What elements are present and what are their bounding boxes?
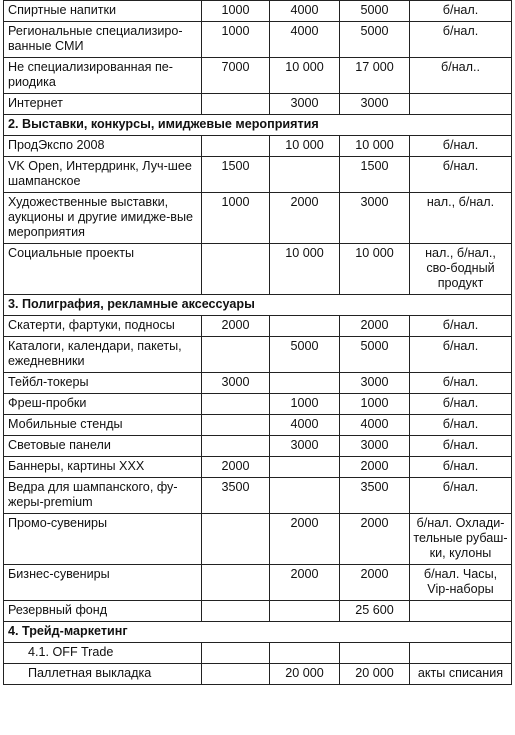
table-row — [4, 373, 512, 394]
section-header — [4, 115, 512, 136]
budget-a-cell: 1000 — [202, 1, 270, 22]
budget-a-cell — [202, 136, 270, 157]
budget-table-body — [4, 1, 512, 685]
budget-b-cell — [270, 373, 340, 394]
budget-b-cell — [270, 643, 340, 664]
table-row — [4, 22, 512, 58]
item-name-cell: Баннеры, картины XXX — [4, 457, 202, 478]
budget-a-cell: 1500 — [202, 157, 270, 193]
payment-type-cell: б/нал. Часы, Vip-наборы — [410, 565, 512, 601]
budget-total-cell: 3500 — [340, 478, 410, 514]
budget-total-cell: 20 000 — [340, 664, 410, 685]
budget-a-cell — [202, 664, 270, 685]
budget-table — [3, 0, 512, 685]
payment-type-cell: б/нал. — [410, 478, 512, 514]
item-name-cell: Бизнес-сувениры — [4, 565, 202, 601]
item-name-cell: Ведра для шампанского, фу-жеры-premium — [4, 478, 202, 514]
section-title: 4. Трейд-маркетинг — [4, 622, 512, 643]
section-header — [4, 295, 512, 316]
item-name-cell: Не специализированная пе-риодика — [4, 58, 202, 94]
table-row — [4, 244, 512, 295]
item-name-cell: Резервный фонд — [4, 601, 202, 622]
payment-type-cell: нал., б/нал., сво-бодный продукт — [410, 244, 512, 295]
budget-b-cell: 4000 — [270, 22, 340, 58]
table-row — [4, 478, 512, 514]
table-row — [4, 643, 512, 664]
item-name-cell: Интернет — [4, 94, 202, 115]
budget-b-cell — [270, 478, 340, 514]
budget-a-cell — [202, 394, 270, 415]
item-name-cell: Скатерти, фартуки, подносы — [4, 316, 202, 337]
budget-b-cell: 10 000 — [270, 244, 340, 295]
budget-total-cell: 1500 — [340, 157, 410, 193]
payment-type-cell: б/нал. — [410, 337, 512, 373]
table-row — [4, 601, 512, 622]
payment-type-cell: б/нал. — [410, 1, 512, 22]
budget-a-cell — [202, 436, 270, 457]
table-row — [4, 565, 512, 601]
budget-a-cell — [202, 565, 270, 601]
budget-b-cell: 3000 — [270, 94, 340, 115]
table-row — [4, 136, 512, 157]
budget-b-cell: 4000 — [270, 415, 340, 436]
budget-a-cell — [202, 514, 270, 565]
budget-b-cell: 20 000 — [270, 664, 340, 685]
payment-type-cell: б/нал. — [410, 136, 512, 157]
budget-total-cell: 5000 — [340, 1, 410, 22]
budget-total-cell — [340, 643, 410, 664]
payment-type-cell: б/нал. — [410, 415, 512, 436]
budget-b-cell — [270, 157, 340, 193]
budget-b-cell: 10 000 — [270, 58, 340, 94]
payment-type-cell: нал., б/нал. — [410, 193, 512, 244]
payment-type-cell — [410, 94, 512, 115]
budget-a-cell — [202, 94, 270, 115]
budget-total-cell: 1000 — [340, 394, 410, 415]
payment-type-cell — [410, 643, 512, 664]
budget-a-cell: 2000 — [202, 316, 270, 337]
budget-a-cell: 7000 — [202, 58, 270, 94]
budget-a-cell: 1000 — [202, 193, 270, 244]
item-name-cell: Спиртные напитки — [4, 1, 202, 22]
budget-b-cell: 2000 — [270, 193, 340, 244]
payment-type-cell: б/нал. — [410, 394, 512, 415]
budget-total-cell: 3000 — [340, 94, 410, 115]
section-title: 3. Полиграфия, рекламные аксессуары — [4, 295, 512, 316]
budget-total-cell: 4000 — [340, 415, 410, 436]
budget-b-cell — [270, 601, 340, 622]
budget-total-cell: 17 000 — [340, 58, 410, 94]
table-row — [4, 157, 512, 193]
item-name-cell: Социальные проекты — [4, 244, 202, 295]
budget-b-cell — [270, 457, 340, 478]
item-name-cell: Промо-сувениры — [4, 514, 202, 565]
table-row — [4, 514, 512, 565]
item-name-cell: Паллетная выкладка — [4, 664, 202, 685]
budget-b-cell: 2000 — [270, 514, 340, 565]
budget-total-cell: 5000 — [340, 22, 410, 58]
budget-b-cell: 4000 — [270, 1, 340, 22]
payment-type-cell: б/нал. — [410, 22, 512, 58]
budget-b-cell: 2000 — [270, 565, 340, 601]
table-row — [4, 664, 512, 685]
budget-b-cell — [270, 316, 340, 337]
budget-total-cell: 3000 — [340, 436, 410, 457]
budget-a-cell — [202, 643, 270, 664]
budget-a-cell: 1000 — [202, 22, 270, 58]
budget-a-cell — [202, 601, 270, 622]
budget-a-cell: 3000 — [202, 373, 270, 394]
table-row — [4, 457, 512, 478]
payment-type-cell: б/нал. — [410, 373, 512, 394]
budget-total-cell: 2000 — [340, 565, 410, 601]
budget-total-cell: 3000 — [340, 373, 410, 394]
budget-a-cell — [202, 244, 270, 295]
table-row — [4, 94, 512, 115]
budget-total-cell: 10 000 — [340, 244, 410, 295]
item-name-cell: Каталоги, календари, пакеты, ежедневники — [4, 337, 202, 373]
item-name-cell: Тейбл-токеры — [4, 373, 202, 394]
payment-type-cell: б/нал. — [410, 157, 512, 193]
table-row — [4, 1, 512, 22]
budget-b-cell: 3000 — [270, 436, 340, 457]
item-name-cell: Фреш-пробки — [4, 394, 202, 415]
item-name-cell: 4.1. OFF Trade — [4, 643, 202, 664]
budget-a-cell: 3500 — [202, 478, 270, 514]
table-row — [4, 58, 512, 94]
payment-type-cell: б/нал. Охлади-тельные рубаш-ки, кулоны — [410, 514, 512, 565]
budget-total-cell: 10 000 — [340, 136, 410, 157]
payment-type-cell: акты списания — [410, 664, 512, 685]
table-row — [4, 337, 512, 373]
budget-total-cell: 3000 — [340, 193, 410, 244]
payment-type-cell: б/нал. — [410, 457, 512, 478]
payment-type-cell: б/нал.. — [410, 58, 512, 94]
item-name-cell: ПродЭкспо 2008 — [4, 136, 202, 157]
table-row — [4, 316, 512, 337]
payment-type-cell — [410, 601, 512, 622]
budget-total-cell: 2000 — [340, 457, 410, 478]
table-row — [4, 415, 512, 436]
item-name-cell: VK Open, Интердринк, Луч-шее шампанское — [4, 157, 202, 193]
payment-type-cell: б/нал. — [410, 436, 512, 457]
table-row — [4, 193, 512, 244]
payment-type-cell: б/нал. — [410, 316, 512, 337]
budget-total-cell: 2000 — [340, 316, 410, 337]
table-row — [4, 394, 512, 415]
item-name-cell: Региональные специализиро-ванные СМИ — [4, 22, 202, 58]
item-name-cell: Световые панели — [4, 436, 202, 457]
item-name-cell: Художественные выставки, аукционы и другие имидже-вые мероприятия — [4, 193, 202, 244]
budget-total-cell: 25 600 — [340, 601, 410, 622]
table-row — [4, 436, 512, 457]
section-title: 2. Выставки, конкурсы, имиджевые мероприятия — [4, 115, 512, 136]
budget-total-cell: 2000 — [340, 514, 410, 565]
budget-a-cell — [202, 415, 270, 436]
budget-b-cell: 10 000 — [270, 136, 340, 157]
budget-a-cell — [202, 337, 270, 373]
budget-total-cell: 5000 — [340, 337, 410, 373]
budget-b-cell: 5000 — [270, 337, 340, 373]
budget-a-cell: 2000 — [202, 457, 270, 478]
section-header — [4, 622, 512, 643]
budget-b-cell: 1000 — [270, 394, 340, 415]
item-name-cell: Мобильные стенды — [4, 415, 202, 436]
